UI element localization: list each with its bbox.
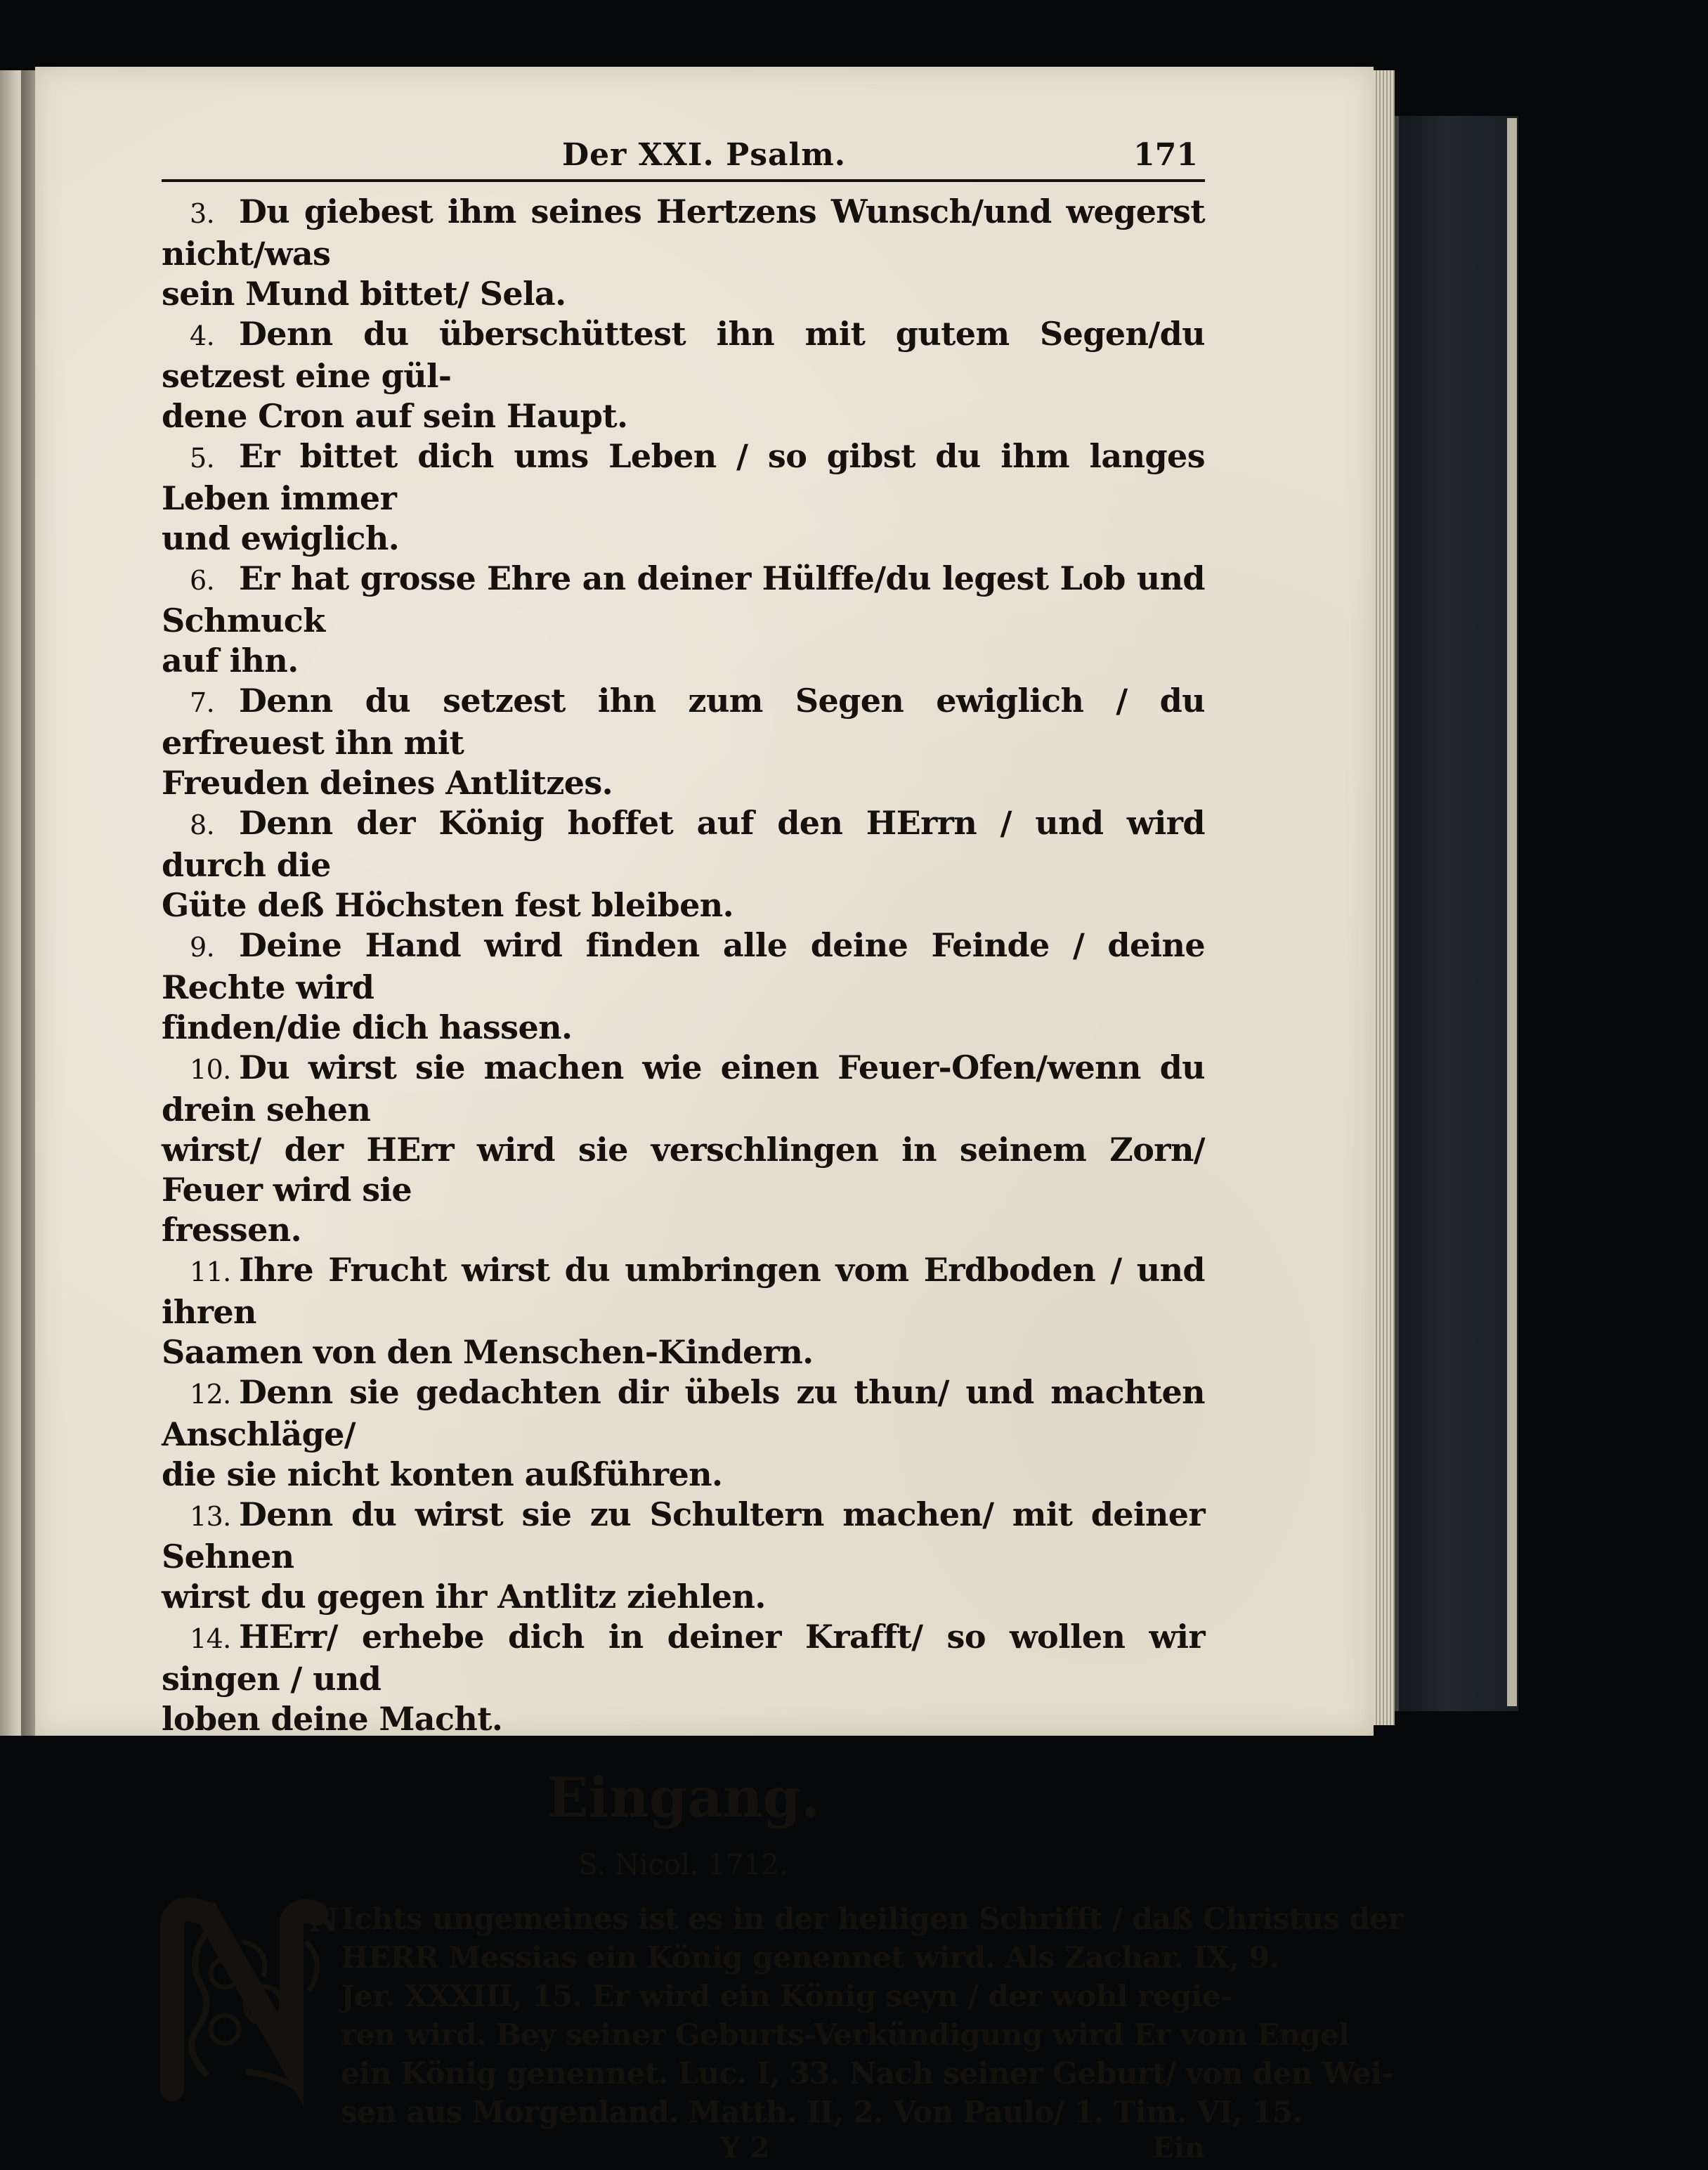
verse-line — [162, 1372, 1205, 1455]
section-heading: Eingang. — [546, 1766, 821, 1830]
verse-line — [162, 1617, 1205, 1699]
running-title: Der XXI. Psalm. — [562, 137, 847, 173]
psalm-verses — [162, 192, 1205, 1739]
verse-text: Denn du setzest ihn zum Segen ewiglich / du erfreuest ihn mit — [162, 682, 1205, 762]
verse-text: Du giebest ihm seines Hertzens Wunsch/und wegerst nicht/was — [162, 193, 1205, 273]
verse-text: die sie nicht konten außführen. — [162, 1455, 723, 1493]
verse-text: Denn sie gedachten dir übels zu thun/ und machten Anschläge/ — [162, 1373, 1205, 1453]
verse-text: loben deine Macht. — [162, 1700, 503, 1738]
verse-line — [162, 192, 1205, 274]
verse-text: Deine Hand wird finden alle deine Feinde / deine Rechte wird — [162, 926, 1205, 1006]
verse-text: wirst du gegen ihr Antlitz ziehlen. — [162, 1578, 766, 1616]
body-line: sen aus Morgenland. Matth. II, 2. Von Paulo/ 1. Tim. VI, 15. — [341, 2095, 1303, 2129]
verse-text: Du wirst sie machen wie einen Feuer-Ofen/wenn du drein sehen — [162, 1048, 1205, 1129]
verse-line — [162, 314, 1205, 396]
verse-text: fressen. — [162, 1211, 302, 1249]
verse-line — [162, 681, 1205, 763]
verse-text: Er bittet dich ums Leben / so gibst du ihm langes Leben immer — [162, 437, 1205, 517]
verse-text: Freuden deines Antlitzes. — [162, 764, 613, 802]
verse-text: Güte deß Höchsten fest bleiben. — [162, 886, 734, 924]
verse-line — [162, 1332, 1205, 1372]
verse-text: auf ihn. — [162, 642, 299, 680]
verse-text: HErr/ erhebe dich in deiner Krafft/ so wollen wir singen / und — [162, 1618, 1205, 1698]
body-line: Jer. XXXIII, 15. Er wird ein König seyn / der wohl regie- — [341, 1979, 1232, 2013]
verse-text: Denn der König hoffet auf den HErrn / und wird durch die — [162, 804, 1205, 884]
book-cover-board — [1395, 116, 1518, 1711]
verse-line — [162, 1455, 1205, 1495]
body-line: ein König genennet. Luc. I, 33. Nach seiner Geburt/ von den Wei- — [341, 2056, 1394, 2091]
verse-line — [162, 1008, 1205, 1048]
signature-mark: Y 2 — [720, 2131, 770, 2164]
body-line: Ichts ungemeines ist es in der heiligen Schrifft / daß Christus der — [341, 1902, 1403, 1936]
body-line: ren wird. Bey seiner Geburts-Verkündigung wird Er vom Engel — [341, 2018, 1350, 2052]
verse-number: 13. — [190, 1501, 231, 1532]
page-number: 171 — [1133, 137, 1198, 173]
verse-text: sein Mund bittet/ Sela. — [162, 275, 566, 313]
verse-line — [162, 519, 1205, 559]
page-content — [162, 137, 1403, 2170]
verse-text: wirst/ der HErr wird sie verschlingen in seinem Zorn/ Feuer wird sie — [162, 1131, 1205, 1209]
running-head — [162, 137, 1205, 179]
verse-number: 5. — [190, 443, 215, 474]
verse-number: 11. — [190, 1256, 231, 1287]
verse-line — [162, 274, 1205, 314]
verse-line — [162, 1130, 1205, 1210]
verse-line — [162, 803, 1205, 885]
verse-number: 3. — [190, 198, 215, 229]
verse-line — [162, 436, 1205, 519]
verse-number: 10. — [190, 1054, 231, 1085]
verse-text: Denn du wirst sie zu Schultern machen/ mit deiner Sehnen — [162, 1495, 1205, 1575]
verse-line — [162, 1048, 1205, 1130]
dateline: S. Nicol. 1712. — [578, 1849, 788, 1881]
verse-text: Er hat grosse Ehre an deiner Hülffe/du legest Lob und Schmuck — [162, 559, 1205, 639]
verse-line — [162, 885, 1205, 925]
verse-number: 14. — [190, 1623, 231, 1654]
verse-line — [162, 559, 1205, 641]
verse-number: 8. — [190, 810, 215, 840]
header-rule — [162, 179, 1205, 182]
verse-number: 4. — [190, 320, 215, 351]
cover-edge — [1507, 118, 1517, 1706]
verse-text: Ihre Frucht wirst du umbringen vom Erdboden / und ihren — [162, 1251, 1205, 1331]
verse-line — [162, 1577, 1205, 1617]
verse-text: Saamen von den Menschen-Kindern. — [162, 1333, 814, 1371]
verse-text: und ewiglich. — [162, 519, 400, 557]
verse-line — [162, 1210, 1205, 1250]
verse-number: 12. — [190, 1379, 231, 1410]
verse-text: finden/die dich hassen. — [162, 1008, 573, 1046]
verse-line — [162, 396, 1205, 436]
verse-number: 9. — [190, 932, 215, 963]
page-footer — [162, 2131, 1205, 2170]
catchword: Ein — [1152, 2131, 1205, 2164]
verse-line — [162, 1699, 1205, 1739]
verse-number: 6. — [190, 565, 215, 596]
verse-number: 7. — [190, 687, 215, 718]
verse-line — [162, 1250, 1205, 1332]
verse-text: dene Cron auf sein Haupt. — [162, 397, 628, 435]
verse-line — [162, 763, 1205, 803]
decorated-initial-n — [158, 1899, 339, 2103]
body-paragraph — [162, 1899, 1403, 2131]
verse-line — [162, 641, 1205, 681]
body-line: HERR Messias ein König genennet wird. Als Zachar. IX, 9. — [341, 1940, 1279, 1975]
verse-line — [162, 925, 1205, 1008]
verse-text: Denn du überschüttest ihn mit gutem Segen/du setzest eine gül- — [162, 315, 1205, 395]
initial-letter: N — [309, 1901, 339, 1939]
verse-line — [162, 1495, 1205, 1577]
